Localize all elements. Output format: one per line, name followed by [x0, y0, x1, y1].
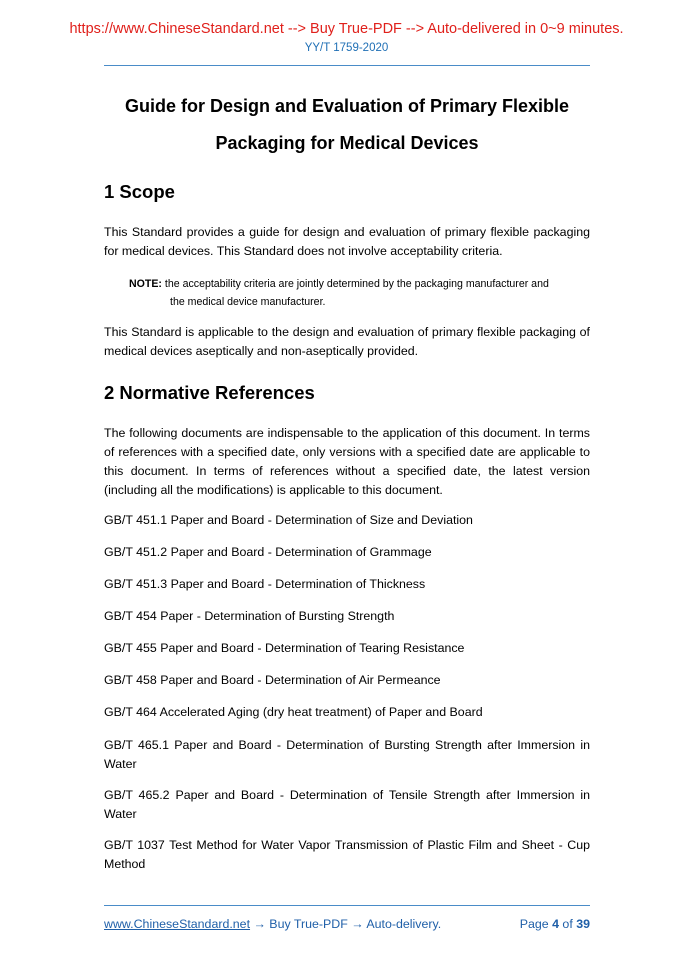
reference-item: GB/T 455 Paper and Board - Determination of Tearing Resistance: [104, 641, 465, 655]
reference-item: GB/T 451.3 Paper and Board - Determination of Thickness: [104, 577, 426, 591]
note-text-line-1: the acceptability criteria are jointly determined by the packaging manufacturer and: [161, 278, 549, 290]
reference-item: GB/T 465.1 Paper and Board - Determination of Bursting Strength after Immersion in Water: [104, 738, 590, 771]
reference-item: GB/T 465.2 Paper and Board - Determination of Tensile Strength after Immersion in Water: [104, 788, 590, 821]
top-banner-link[interactable]: https://www.ChineseStandard.net --> Buy True-PDF --> Auto-delivered in 0~9 minutes.: [69, 21, 624, 37]
section-heading-normative-references: 2 Normative References: [104, 382, 315, 403]
page-label: Page: [519, 917, 553, 931]
note-label: NOTE:: [129, 278, 162, 290]
reference-item: GB/T 464 Accelerated Aging (dry heat treatment) of Paper and Board: [104, 705, 483, 719]
footer-site-link[interactable]: www.ChineseStandard.net: [104, 917, 251, 931]
header-divider: [104, 65, 590, 66]
document-title-line-1: Guide for Design and Evaluation of Primary Flexible: [124, 96, 570, 116]
reference-item: GB/T 451.1 Paper and Board - Determination of Size and Deviation: [104, 513, 473, 527]
scope-paragraph-2: This Standard is applicable to the design and evaluation of primary flexible packaging of medical devices aseptically and non-aseptically provided.: [104, 325, 590, 358]
reference-item: GB/T 451.2 Paper and Board - Determination of Grammage: [104, 545, 432, 559]
page-of-label: of: [558, 917, 577, 931]
document-title-line-2: Packaging for Medical Devices: [215, 133, 479, 153]
document-id: YY/T 1759-2020: [304, 42, 389, 54]
reference-item: GB/T 1037 Test Method for Water Vapor Transmission of Plastic Film and Sheet - Cup Method: [104, 838, 590, 871]
footer-store-text: → Buy True-PDF → Auto-delivery.: [250, 917, 442, 931]
scope-paragraph-1: This Standard provides a guide for design and evaluation of primary flexible packaging for medical devices. This Standard does not involve acceptability criteria.: [104, 225, 590, 258]
reference-item: GB/T 458 Paper and Board - Determination of Air Permeance: [104, 673, 441, 687]
page-indicator: [502, 916, 590, 932]
reference-item: GB/T 454 Paper - Determination of Bursting Strength: [104, 609, 395, 623]
current-page-number: 4: [552, 917, 559, 931]
section-heading-scope: 1 Scope: [104, 181, 175, 202]
footer-divider: [104, 905, 590, 906]
scope-note: [129, 275, 590, 311]
note-text-line-2: the medical device manufacturer.: [170, 296, 326, 308]
total-pages-number: 39: [576, 917, 590, 931]
normative-intro-paragraph: The following documents are indispensable to the application of this document. In terms of references with a specified date, only versions with a specified date are applicable to this document. In terms of references without a specified date, the latest version (including all the modifications) is applicable to this document.: [104, 426, 590, 497]
footer-store-info: [104, 916, 441, 932]
